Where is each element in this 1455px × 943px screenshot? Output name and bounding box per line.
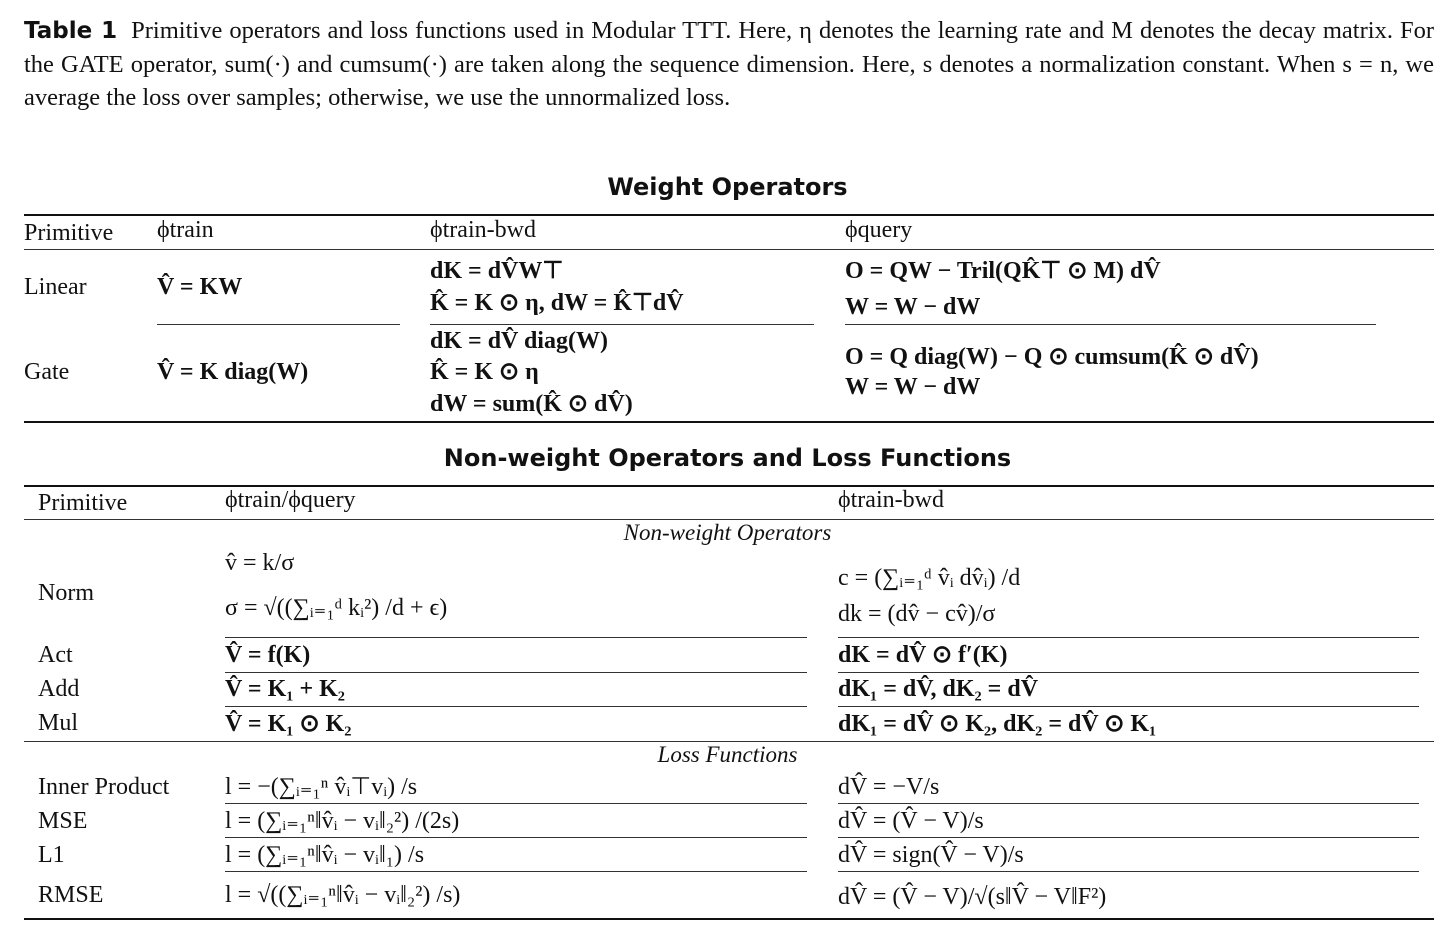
- loss-rmse-primitive: RMSE: [38, 882, 104, 908]
- op-mul-bwd: dK₁ = dV̂ ⊙ K₂, dK₂ = dV̂ ⊙ K₁: [838, 711, 1157, 737]
- weight-row-linear-bwd-2: K̂ = K ⊙ η, dW = K̂⊤dV̂: [430, 290, 684, 316]
- subhead-loss-functions: Loss Functions: [657, 742, 798, 767]
- op-act-fwd: V̂ = f(K): [225, 642, 311, 668]
- op-rule-fwd-2: [225, 672, 807, 673]
- nonweight-header-primitive: Primitive: [38, 490, 128, 516]
- op-rule-fwd-1: [225, 637, 807, 638]
- op-norm-bwd-2: dk = (dv̂ − cv̂)/σ: [838, 601, 996, 627]
- caption-label: Table 1: [24, 18, 118, 44]
- loss-l1-bwd: dV̂ = sign(V̂ − V)/s: [838, 842, 1024, 868]
- loss-rule-bwd-1: [838, 803, 1419, 804]
- loss-rmse-bwd: dV̂ = (V̂ − V)/√(s‖V̂ − V‖F²): [838, 884, 1107, 910]
- weight-table-bottom-rule: [24, 421, 1434, 423]
- loss-inner-product-primitive: Inner Product: [38, 774, 170, 800]
- loss-mse-bwd: dV̂ = (V̂ − V)/s: [838, 808, 984, 834]
- weight-row-gate-bwd-1: dK = dV̂ diag(W): [430, 328, 608, 354]
- weight-row-gate-train: V̂ = K diag(W): [157, 359, 309, 385]
- weight-table-top-rule: [24, 214, 1434, 216]
- weight-header-train: ϕtrain: [157, 217, 214, 243]
- op-add-bwd: dK₁ = dV̂, dK₂ = dV̂: [838, 676, 1039, 702]
- op-norm-primitive: Norm: [38, 580, 94, 606]
- weight-mid-rule-bwd: [430, 324, 814, 325]
- weight-row-linear-query-1: O = QW − Tril(QK̂⊤ ⊙ M) dV̂: [845, 258, 1161, 284]
- nonweight-header-train-query: ϕtrain/ϕquery: [225, 487, 356, 513]
- weight-row-gate-bwd-3: dW = sum(K̂ ⊙ dV̂): [430, 391, 633, 417]
- loss-inner-product-fwd: l = −(∑ᵢ₌₁ⁿ v̂ᵢ⊤vᵢ) /s: [225, 774, 418, 800]
- nonweight-table-title: Non-weight Operators and Loss Functions: [443, 444, 1012, 472]
- weight-header-query: ϕquery: [845, 217, 913, 243]
- weight-mid-rule-query: [845, 324, 1376, 325]
- op-norm-fwd-1: v̂ = k/σ: [225, 550, 295, 576]
- op-rule-bwd-3: [838, 706, 1419, 707]
- weight-row-gate-query-2: W = W − dW: [845, 374, 981, 400]
- weight-row-linear-bwd-1: dK = dV̂W⊤: [430, 258, 564, 284]
- weight-row-linear-primitive: Linear: [24, 274, 87, 300]
- op-add-primitive: Add: [38, 676, 80, 702]
- op-act-bwd: dK = dV̂ ⊙ f′(K): [838, 642, 1008, 668]
- caption-text: Primitive operators and loss functions used in Modular TTT. Here, η denotes the learning rate and M denotes the decay matrix. For the GATE operator, sum(·) and cumsum(·) are taken along the sequence dimension. Here, s denotes a normalization constant. When s = n, we average the loss over samples; otherwise, we use the unnormalized loss.: [24, 17, 1435, 111]
- op-rule-fwd-3: [225, 706, 807, 707]
- loss-rule-bwd-2: [838, 837, 1419, 838]
- op-mul-primitive: Mul: [38, 710, 79, 736]
- weight-header-primitive: Primitive: [24, 220, 114, 246]
- weight-row-linear-query-2: W = W − dW: [845, 294, 981, 320]
- op-norm-bwd-1: c = (∑ᵢ₌₁ᵈ v̂ᵢ dv̂ᵢ) /d: [838, 565, 1021, 591]
- loss-rmse-fwd: l = √((∑ᵢ₌₁ⁿ‖v̂ᵢ − vᵢ‖₂²) /s): [225, 882, 461, 908]
- weight-row-gate-primitive: Gate: [24, 359, 70, 385]
- loss-mse-fwd: l = (∑ᵢ₌₁ⁿ‖v̂ᵢ − vᵢ‖₂²) /(2s): [225, 808, 460, 834]
- loss-rule-fwd-3: [225, 871, 807, 872]
- loss-inner-product-bwd: dV̂ = −V/s: [838, 774, 940, 800]
- loss-l1-fwd: l = (∑ᵢ₌₁ⁿ‖v̂ᵢ − vᵢ‖₁) /s: [225, 842, 425, 868]
- loss-mse-primitive: MSE: [38, 808, 88, 834]
- nonweight-header-train-bwd: ϕtrain-bwd: [838, 487, 944, 513]
- loss-rule-fwd-1: [225, 803, 807, 804]
- nonweight-table-bottom-rule: [24, 918, 1434, 920]
- op-mul-fwd: V̂ = K₁ ⊙ K₂: [225, 711, 352, 737]
- weight-header-rule: [24, 249, 1434, 250]
- op-act-primitive: Act: [38, 642, 73, 668]
- op-add-fwd: V̂ = K₁ + K₂: [225, 676, 345, 702]
- op-rule-bwd-1: [838, 637, 1419, 638]
- op-rule-bwd-2: [838, 672, 1419, 673]
- weight-mid-rule-train: [157, 324, 400, 325]
- loss-l1-primitive: L1: [38, 842, 65, 868]
- subhead-nonweight-ops: Non-weight Operators: [623, 520, 832, 545]
- op-norm-fwd-2: σ = √((∑ᵢ₌₁ᵈ kᵢ²) /d + ϵ): [225, 595, 448, 621]
- loss-rule-fwd-2: [225, 837, 807, 838]
- weight-header-train-bwd: ϕtrain-bwd: [430, 217, 536, 243]
- weight-row-linear-train: V̂ = KW: [157, 274, 243, 300]
- table-caption: [24, 14, 1434, 114]
- weight-table-title: Weight Operators: [607, 173, 848, 201]
- weight-row-gate-query-1: O = Q diag(W) − Q ⊙ cumsum(K̂ ⊙ dV̂): [845, 344, 1259, 370]
- weight-row-gate-bwd-2: K̂ = K ⊙ η: [430, 359, 539, 385]
- loss-rule-bwd-3: [838, 871, 1419, 872]
